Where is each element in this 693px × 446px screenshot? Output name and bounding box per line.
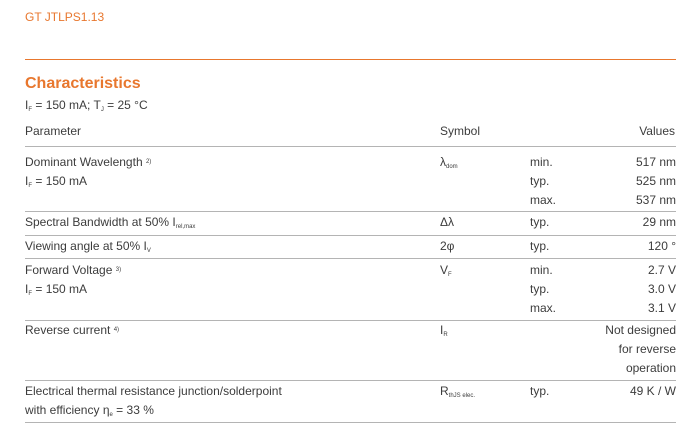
parameter-cell: Dominant Wavelength $^{2)}$ $I_F = 150$ mA [25, 155, 152, 189]
parameter-cell: Forward Voltage $^{3)}$ $I_F = 150$ mA [25, 263, 122, 297]
qualifier-cell: typ. [530, 384, 550, 398]
symbol-cell: 2φ [440, 239, 455, 253]
column-header-values: Values [639, 124, 675, 138]
symbol-cell: Δλ [440, 215, 455, 229]
row-divider [25, 211, 676, 212]
qualifier-cell: typ. [530, 239, 550, 253]
parameter-cell: Electrical thermal resistance junction/solderpoint with efficiency $\eta_e = 33$ % [25, 384, 282, 418]
section-heading: Characteristics [25, 75, 141, 92]
row-divider [25, 146, 676, 147]
value-cell: Not designed for reverse operation [605, 323, 676, 375]
parameter-cell: Reverse current $^{4)}$ [25, 323, 120, 337]
value-cell: 517 nm 525 nm 537 nm [635, 155, 676, 207]
test-conditions: $I_F = 150$ mA; $T_J = 25$ °C [25, 98, 148, 113]
row-divider [25, 380, 676, 381]
symbol-cell: $V_F$ [440, 263, 452, 278]
header-divider [25, 59, 676, 60]
value-cell: 120 ° [647, 239, 676, 253]
value-cell: 49 K / W [629, 384, 676, 398]
value-cell: 2.7 V 3.0 V 3.1 V [647, 263, 676, 315]
value-cell: 29 nm [642, 215, 676, 229]
parameter-cell: Spectral Bandwidth at 50% $I_{rel,max}$ [25, 215, 196, 230]
parameter-cell: Viewing angle at 50% $I_V$ [25, 239, 151, 254]
qualifier-cell: typ. [530, 215, 550, 229]
column-header-parameter: Parameter [25, 124, 82, 138]
document-id: GT JTLPS1.13 [25, 10, 105, 24]
qualifier-cell: min. typ. max. [530, 155, 557, 207]
column-header-symbol: Symbol [440, 124, 481, 138]
symbol-cell: $R_{thJS elec.}$ [440, 384, 476, 399]
symbol-cell: $\lambda_{dom}$ [440, 155, 458, 170]
row-divider [25, 320, 676, 321]
symbol-cell: $I_R$ [440, 323, 448, 338]
qualifier-cell: min. typ. max. [530, 263, 557, 315]
